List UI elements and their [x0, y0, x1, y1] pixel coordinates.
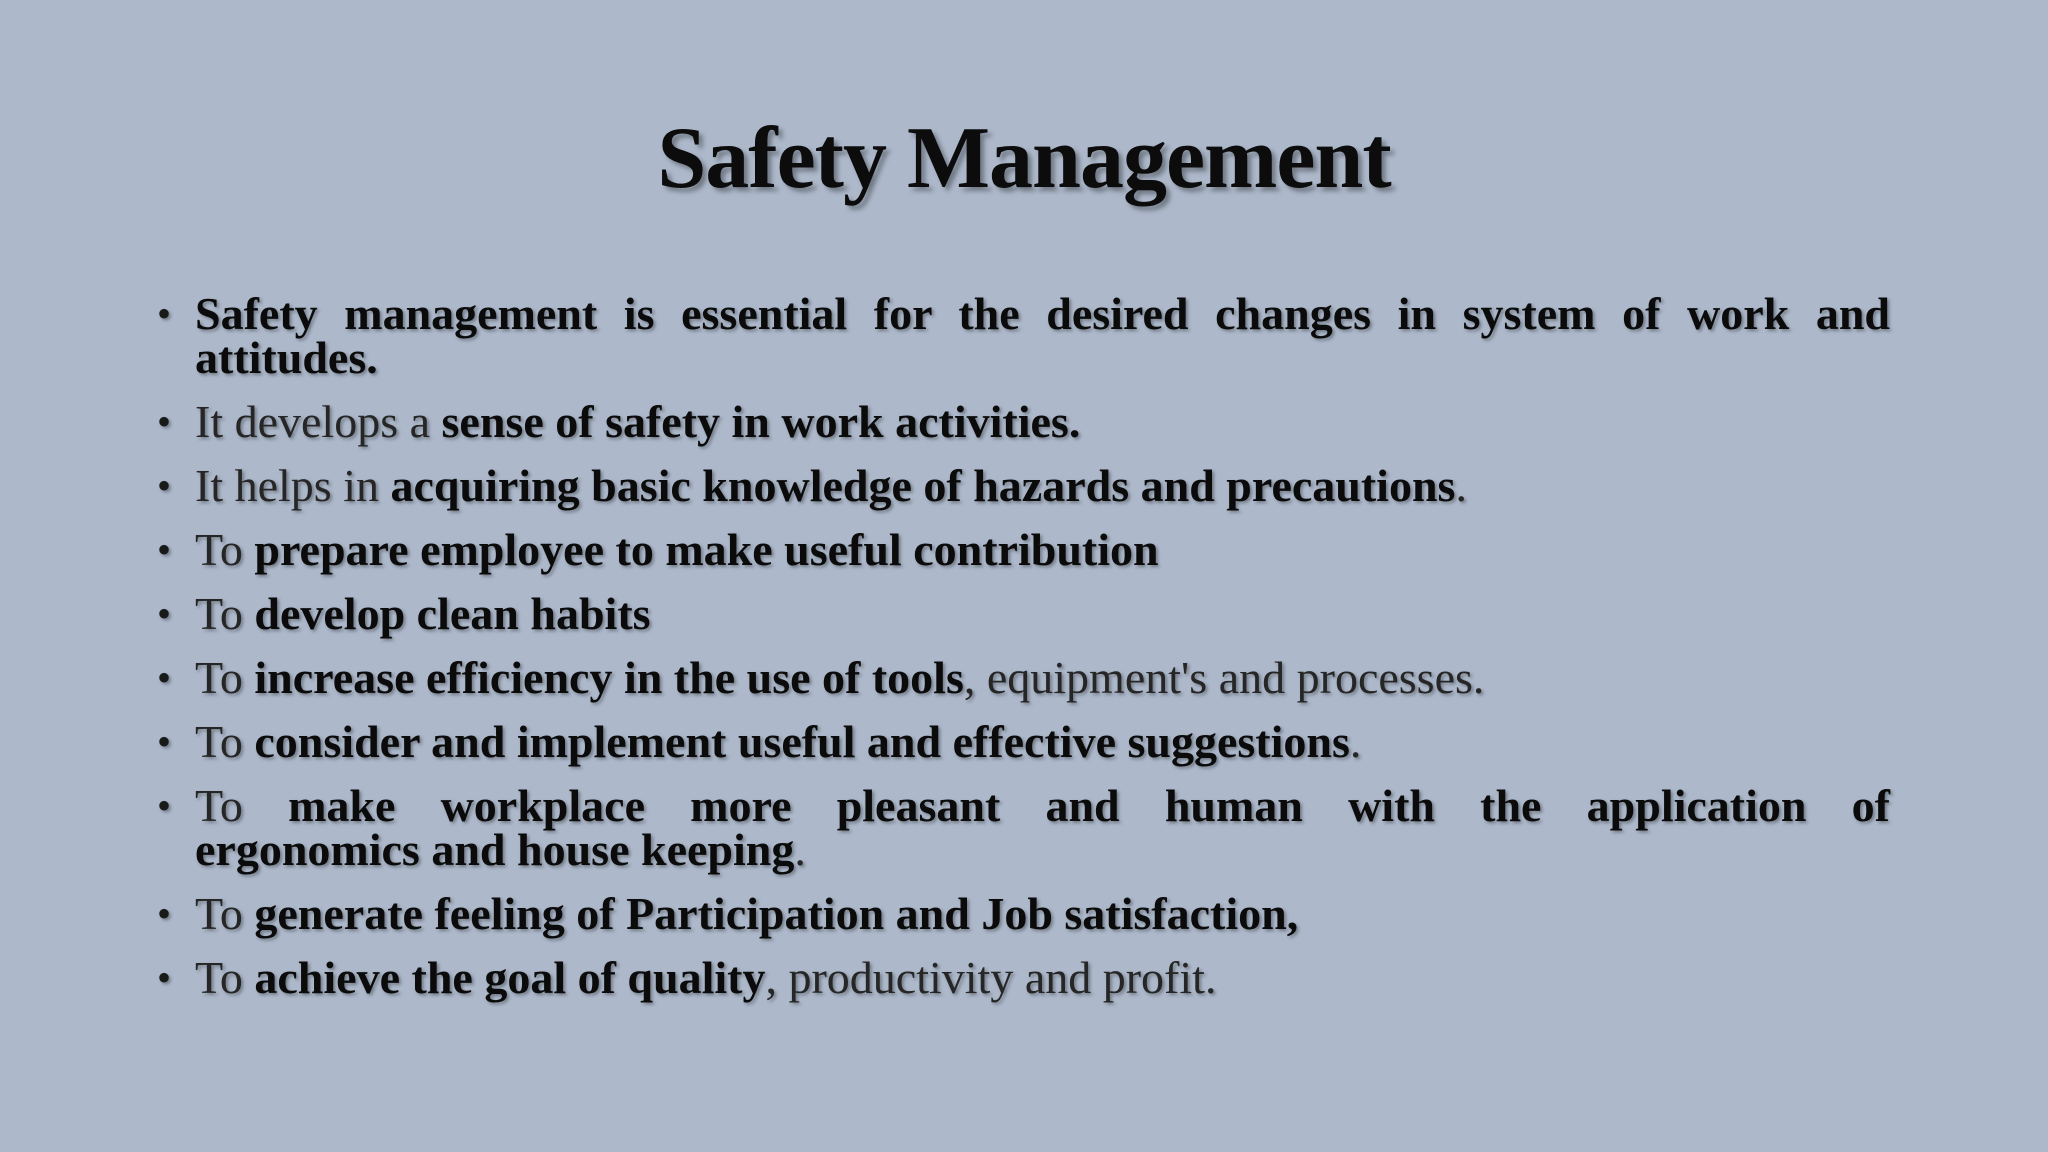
bullet-text: It develops a — [195, 396, 442, 447]
bullet-item — [157, 460, 1890, 511]
bullet-text: To — [195, 888, 255, 939]
bullet-text: , equipment's and processes. — [963, 652, 1485, 703]
bullet-text-bold: generate feeling of Participation and Job satisfaction, — [254, 888, 1299, 939]
bullet-line — [195, 288, 1890, 339]
bullet-text: . — [794, 824, 806, 875]
bullet-dot-icon: • — [157, 463, 172, 508]
bullet-text: To — [195, 780, 289, 831]
bullet-text-bold: acquiring basic knowledge of hazards and precautions — [390, 460, 1456, 511]
bullet-line — [195, 952, 1216, 1003]
bullet-line — [195, 588, 651, 639]
bullet-item — [157, 288, 1890, 383]
bullet-line — [195, 652, 1484, 703]
bullet-text: To — [195, 952, 255, 1003]
bullet-dot-icon: • — [157, 783, 172, 828]
bullet-item — [157, 588, 1890, 639]
bullet-item — [157, 716, 1890, 767]
bullet-line — [195, 888, 1298, 939]
bullet-text-bold: ergonomics and house keeping — [195, 824, 795, 875]
bullet-line — [195, 524, 1159, 575]
bullet-item — [157, 952, 1890, 1003]
bullet-list — [157, 288, 1890, 1020]
bullet-item — [157, 396, 1890, 447]
bullet-dot-icon: • — [157, 891, 172, 936]
bullet-line — [195, 824, 1890, 875]
bullet-text: It helps in — [195, 460, 391, 511]
bullet-text: To — [195, 716, 255, 767]
bullet-text-bold: attitudes. — [195, 332, 378, 383]
bullet-dot-icon: • — [157, 399, 172, 444]
bullet-text-bold: Safety management is essential for the desired changes in system of work and — [195, 288, 1890, 339]
bullet-text-bold: make workplace more pleasant and human with the application of — [288, 780, 1890, 831]
bullet-text: . — [1349, 716, 1362, 767]
bullet-text-bold: increase efficiency in the use of tools — [254, 652, 964, 703]
bullet-line — [195, 396, 1080, 447]
bullet-text-bold: consider and implement useful and effective suggestions — [254, 716, 1350, 767]
bullet-text-bold: sense of safety in work activities. — [441, 396, 1081, 447]
bullet-line — [195, 716, 1361, 767]
bullet-line — [195, 332, 1890, 383]
bullet-text: To — [195, 588, 255, 639]
bullet-dot-icon: • — [157, 527, 172, 572]
bullet-dot-icon: • — [157, 591, 172, 636]
bullet-line — [195, 460, 1467, 511]
bullet-line — [195, 780, 1890, 831]
bullet-text: To — [195, 524, 255, 575]
slide-title: Safety Management — [657, 110, 1391, 207]
bullet-text: . — [1455, 460, 1467, 511]
bullet-item — [157, 652, 1890, 703]
bullet-text-bold: develop clean habits — [254, 588, 651, 639]
bullet-dot-icon: • — [157, 291, 172, 336]
bullet-text-bold: prepare employee to make useful contribution — [254, 524, 1159, 575]
bullet-item — [157, 780, 1890, 875]
bullet-item — [157, 524, 1890, 575]
bullet-dot-icon: • — [157, 719, 172, 764]
bullet-dot-icon: • — [157, 655, 172, 700]
bullet-text-bold: achieve the goal of quality — [254, 952, 766, 1003]
bullet-dot-icon: • — [157, 955, 172, 1000]
bullet-text: , productivity and profit. — [765, 952, 1217, 1003]
bullet-text: To — [195, 652, 255, 703]
bullet-item — [157, 888, 1890, 939]
